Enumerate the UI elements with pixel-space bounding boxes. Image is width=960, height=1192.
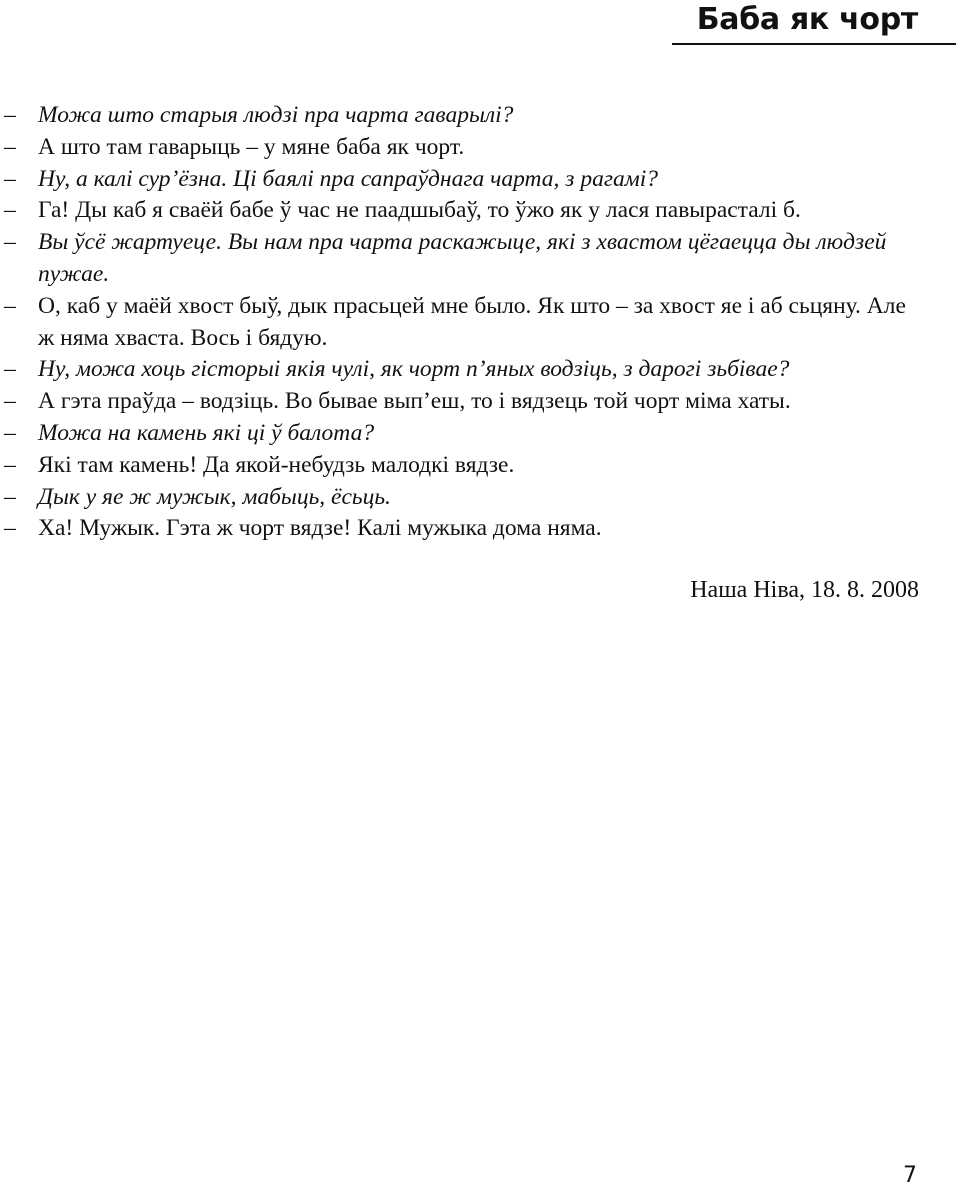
dialogue-line [0, 291, 920, 355]
dialogue-text: Дык у яе ж мужык, мабыць, ёсьць. [38, 483, 391, 510]
dialogue-line [0, 195, 920, 227]
dialogue-line [0, 513, 920, 545]
dialogue-line [0, 418, 920, 450]
dialogue-line [0, 482, 920, 514]
page-header [697, 0, 918, 40]
dialogue-text: Можа на камень які ці ў балота? [38, 419, 375, 446]
header-rule [672, 43, 956, 45]
dialogue-text: Ну, можа хоць гісторыі якія чулі, як чорт п’яных водзіць, з дарогі зьбівае? [38, 356, 790, 383]
dialogue-text: А гэта праўда – водзіць. Во бывае вып’еш, то і вядзець той чорт міма хаты. [38, 388, 791, 415]
dialogue-text: Га! Ды каб я сваёй бабе ў час не паадшыбаў, то ўжо як у лася павырасталі б. [38, 197, 801, 224]
dialogue-line [0, 450, 920, 482]
dialogue-dash: – [4, 356, 16, 383]
dialogue-dash: – [4, 419, 16, 446]
dialogue-dash: – [4, 197, 16, 224]
dialogue-dash: – [4, 229, 16, 256]
dialogue-dash: – [4, 133, 16, 160]
dialogue-text: А што там гаварыць – у мяне баба як чорт. [38, 133, 465, 160]
dialogue-line [0, 132, 920, 164]
dialogue-dash: – [4, 165, 16, 192]
dialogue-line [0, 100, 920, 132]
dialogue-text: О, каб у маёй хвост быў, дык прасьцей мне было. Як што – за хвост яе і аб сьцяну. Але ж няма хваста. Вось і бядую. [38, 292, 906, 351]
dialogue-dash: – [4, 515, 16, 542]
dialogue-line [0, 386, 920, 418]
source-citation: Наша Ніва, 18. 8. 2008 [690, 577, 919, 603]
dialogue-dash: – [4, 102, 16, 128]
dialogue-line [0, 164, 920, 196]
dialogue-text: Можа што старыя людзі пра чарта гаварылі? [38, 102, 514, 128]
dialogue-dash: – [4, 451, 16, 478]
dialogue-line [0, 354, 920, 386]
dialogue-text: Вы ўсё жартуеце. Вы нам пра чарта раскажыце, які з хвастом цёгаецца ды людзей пужае. [38, 229, 887, 287]
dialogue-line [0, 227, 920, 291]
dialogue-text: Ха! Мужык. Гэта ж чорт вядзе! Калі мужыка дома няма. [38, 515, 602, 542]
page-title: Баба як чорт [696, 2, 918, 37]
dialogue-text: Ну, а калі сур’ёзна. Ці баялі пра сапраўднага чарта, з рагамі? [38, 165, 659, 192]
dialogue-dash: – [4, 483, 16, 510]
dialogue-dash: – [4, 388, 16, 415]
dialogue-list [0, 100, 920, 545]
dialogue-dash: – [4, 292, 16, 319]
dialogue-text: Які там камень! Да якой-небудзь малодкі вядзе. [38, 451, 515, 478]
page-number: 7 [903, 1163, 917, 1188]
